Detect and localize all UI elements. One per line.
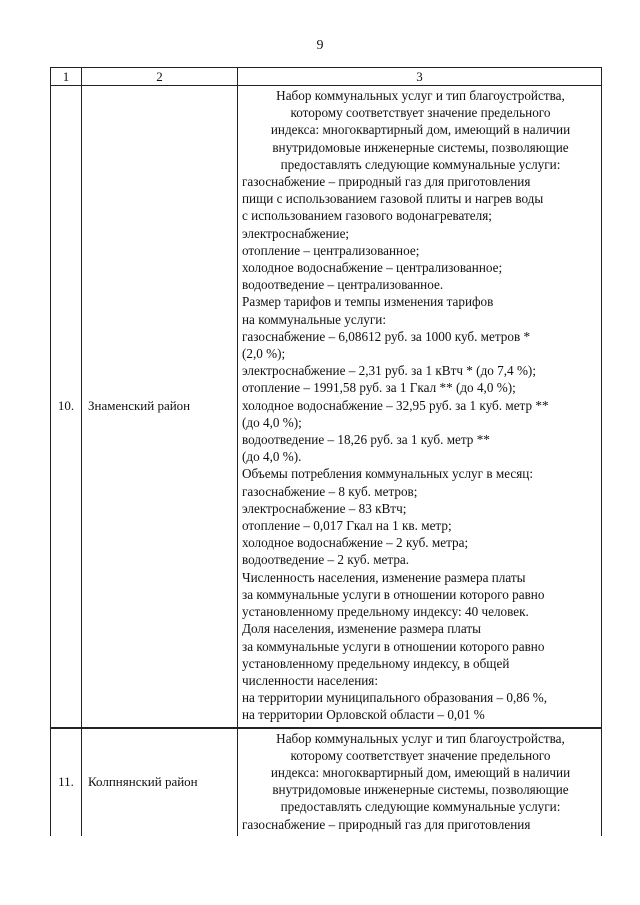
description-line: предоставлять следующие коммунальные услуги:	[280, 156, 561, 172]
description-line: Набор коммунальных услуг и тип благоустройства,	[276, 730, 565, 746]
description-line: установленному предельному индексу: 40 человек.	[242, 604, 529, 620]
description-line: индекса: многоквартирный дом, имеющий в наличии	[270, 764, 571, 780]
description-line: (2,0 %);	[242, 346, 286, 362]
description-line: газоснабжение – природный газ для приготовления	[242, 174, 531, 190]
description-line: численности населения:	[242, 672, 379, 688]
description-line: холодное водоснабжение – 32,95 руб. за 1 куб. метр **	[242, 397, 549, 413]
header-col-3: 3	[238, 68, 602, 86]
description-line: на территории муниципального образования – 0,86 %,	[242, 690, 548, 706]
description-line: которому соответствует значение предельного	[290, 747, 551, 763]
description-line: на территории Орловской области – 0,01 %	[242, 707, 485, 723]
description-line: внутридомовые инженерные системы, позволяющие	[272, 139, 569, 155]
description-line: водоотведение – 2 куб. метра.	[242, 552, 410, 568]
description-line: Объемы потребления коммунальных услуг в месяц:	[242, 466, 534, 482]
description-line: холодное водоснабжение – централизованное;	[242, 260, 503, 276]
description-line: за коммунальные услуги в отношении которого равно	[242, 586, 545, 602]
description-line: Набор коммунальных услуг и тип благоустройства,	[276, 88, 565, 103]
description-line: отопление – централизованное;	[242, 242, 420, 258]
row-number: 11.	[51, 728, 82, 836]
description-line: отопление – 0,017 Гкал на 1 кв. метр;	[242, 518, 452, 534]
description-line: электроснабжение;	[242, 225, 350, 241]
description-line: предоставлять следующие коммунальные услуги:	[280, 799, 561, 815]
header-col-2: 2	[82, 68, 238, 86]
row-number: 10.	[51, 86, 82, 728]
description-cell	[238, 728, 602, 836]
header-row	[51, 68, 602, 86]
description-line: Численность населения, изменение размера платы	[242, 569, 526, 585]
description-line: пищи с использованием газовой плиты и нагрев воды	[242, 191, 544, 207]
description-line: отопление – 1991,58 руб. за 1 Гкал ** (до 4,0 %);	[242, 380, 516, 396]
description-line: установленному предельному индексу, в общей	[242, 655, 510, 671]
district-name: Колпнянский район	[82, 728, 238, 836]
description-line: водоотведение – 18,26 руб. за 1 куб. метр **	[242, 432, 490, 448]
description-line: холодное водоснабжение – 2 куб. метра;	[242, 535, 469, 551]
description-line: индекса: многоквартирный дом, имеющий в наличии	[270, 122, 571, 138]
description-line: водоотведение – централизованное.	[242, 277, 444, 293]
table-row	[51, 728, 602, 836]
description-cell	[238, 86, 602, 728]
page-number: 9	[316, 38, 324, 53]
header-col-1: 1	[51, 68, 82, 86]
description-line: (до 4,0 %);	[242, 414, 302, 430]
description-line: газоснабжение – 6,08612 руб. за 1000 куб. метров *	[242, 328, 531, 344]
description-line: за коммунальные услуги в отношении которого равно	[242, 638, 545, 654]
description-line: газоснабжение – 8 куб. метров;	[242, 483, 418, 499]
description-line: электроснабжение – 83 кВтч;	[242, 500, 407, 516]
table-row	[51, 86, 602, 728]
district-name: Знаменский район	[82, 86, 238, 728]
tariff-table	[50, 67, 602, 836]
description-line: Размер тарифов и темпы изменения тарифов	[242, 294, 494, 310]
description-line: внутридомовые инженерные системы, позволяющие	[272, 782, 569, 798]
description-line: (до 4,0 %).	[242, 449, 302, 465]
description-line: на коммунальные услуги:	[242, 311, 387, 327]
description-line: которому соответствует значение предельного	[290, 105, 551, 121]
description-line: Доля населения, изменение размера платы	[242, 621, 481, 637]
description-line: газоснабжение – природный газ для приготовления	[242, 816, 531, 832]
description-line: с использованием газового водонагревателя;	[242, 208, 492, 224]
description-line: электроснабжение – 2,31 руб. за 1 кВтч * (до 7,4 %);	[242, 363, 536, 379]
